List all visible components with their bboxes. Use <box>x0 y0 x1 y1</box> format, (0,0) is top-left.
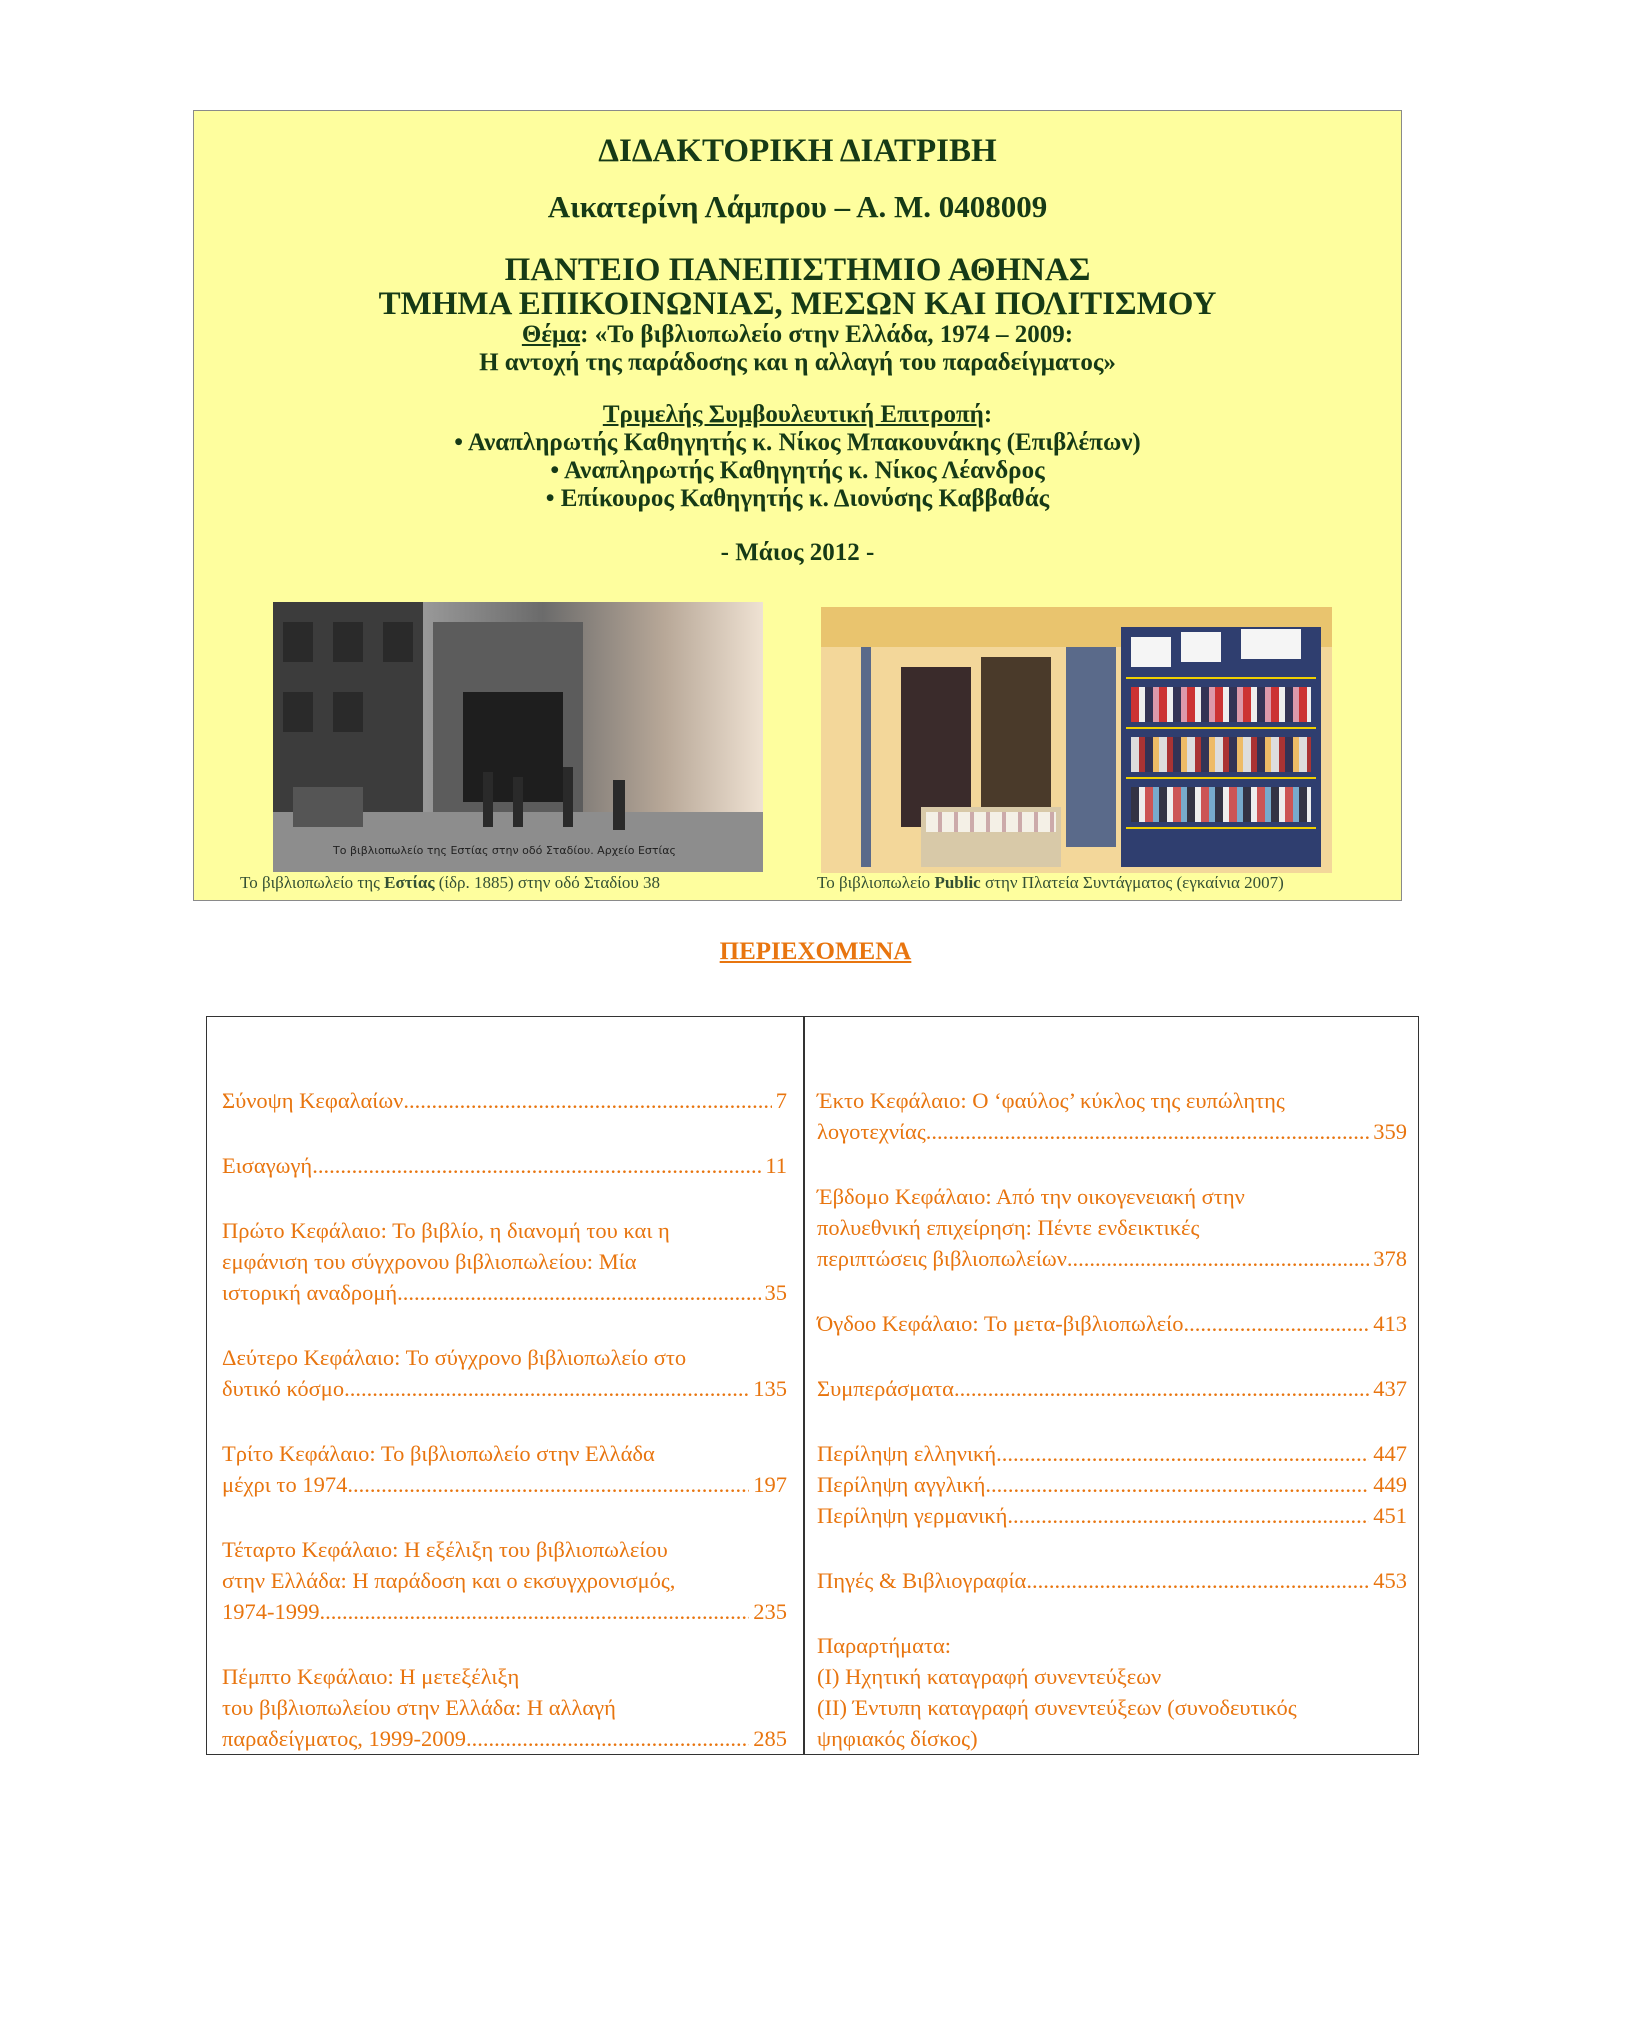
toc-leader-dots <box>397 1277 760 1308</box>
toc-divider <box>803 1017 805 1754</box>
toc-entry[interactable] <box>817 1469 1407 1500</box>
university-name: ΠΑΝΤΕΙΟ ΠΑΝΕΠΙΣΤΗΜΙΟ ΑΘΗΝΑΣ <box>504 252 1091 288</box>
thesis-date: - Μάιος 2012 - <box>720 539 875 566</box>
toc-entry-row <box>222 1373 787 1404</box>
toc-page-number: 413 <box>1373 1311 1407 1336</box>
toc-entry-row <box>222 1596 787 1627</box>
toc-entry[interactable] <box>817 1085 1407 1147</box>
toc-entry-title: 1974-1999 <box>222 1599 320 1624</box>
estia-caption-pre: Το βιβλιοπωλείο της <box>240 873 385 892</box>
toc-page-number: 197 <box>753 1472 787 1497</box>
toc-entry-row <box>817 1565 1407 1596</box>
toc-entry-title: παραδείγματος, 1999-2009 <box>222 1726 467 1751</box>
estia-caption-post: (ίδρ. 1885) στην οδό Σταδίου 38 <box>434 873 661 892</box>
toc-entry-line: Τέταρτο Κεφάλαιο: Η εξέλιξη του βιβλιοπωλείου <box>222 1537 668 1562</box>
toc-entry[interactable] <box>222 1085 787 1116</box>
toc-entry-line: Έκτο Κεφάλαιο: Ο ‘φαύλος’ κύκλος της ευπώλητης <box>817 1088 1285 1113</box>
toc-leader-dots <box>403 1085 771 1116</box>
estia-bookshop-photo <box>273 602 763 872</box>
toc-entry[interactable] <box>817 1438 1407 1469</box>
topic-line-2: Η αντοχή της παράδοσης και η αλλαγή του παραδείγματος» <box>479 349 1116 376</box>
toc-entry[interactable] <box>222 1150 787 1181</box>
toc-entry-title: Εισαγωγή <box>222 1153 313 1178</box>
public-caption-pre: Το βιβλιοπωλείο <box>817 873 935 892</box>
appendix-block <box>817 1630 1407 1754</box>
topic-line-1 <box>194 321 1401 349</box>
toc-leader-dots <box>344 1373 749 1404</box>
toc-entry[interactable] <box>222 1215 787 1308</box>
toc-entry-title: Περίληψη γερμανική <box>817 1503 1008 1528</box>
photo-inner-caption: Το βιβλιοπωλείο της Εστίας στην οδό Σταδίου. Αρχείο Εστίας <box>333 844 676 857</box>
toc-leader-dots <box>347 1469 749 1500</box>
appendix-item-2: (ΙΙ) Έντυπη καταγραφή συνεντεύξεων (συνοδευτικός <box>817 1695 1297 1720</box>
public-caption-name: Public <box>934 873 981 892</box>
appendix-item-3: ψηφιακός δίσκος) <box>817 1726 978 1751</box>
toc-entry-row <box>817 1438 1407 1469</box>
toc-leader-dots <box>985 1469 1369 1500</box>
thesis-title: ΔΙΔΑΚΤΟΡΙΚΗ ΔΙΑΤΡΙΒΗ <box>598 133 997 169</box>
public-caption <box>817 873 1284 893</box>
toc-leader-dots <box>1007 1500 1369 1531</box>
toc-entry-row <box>817 1500 1407 1531</box>
toc-entry[interactable] <box>222 1534 787 1627</box>
toc-page-number: 285 <box>753 1726 787 1751</box>
appendix-label: Παραρτήματα: <box>817 1633 952 1658</box>
toc-entry-title: λογοτεχνίας <box>817 1119 926 1144</box>
toc-entry-row <box>817 1373 1407 1404</box>
toc-leader-dots <box>954 1373 1369 1404</box>
toc-entry-line: του βιβλιοπωλείου στην Ελλάδα: Η αλλαγή <box>222 1695 616 1720</box>
toc-page-number: 453 <box>1373 1568 1407 1593</box>
toc-leader-dots <box>312 1150 761 1181</box>
cover-panel <box>193 110 1402 901</box>
toc-entry-row <box>222 1085 787 1116</box>
toc-left-column <box>222 1085 787 1754</box>
toc-page-number: 447 <box>1373 1441 1407 1466</box>
toc-leader-dots <box>926 1116 1369 1147</box>
committee-label: Τριμελής Συμβουλευτική Επιτροπή <box>602 401 984 428</box>
toc-entry-line: Δεύτερο Κεφάλαιο: Το σύγχρονο βιβλιοπωλείο στο <box>222 1345 687 1370</box>
toc-entry[interactable] <box>222 1661 787 1754</box>
toc-entry[interactable] <box>222 1342 787 1404</box>
department-name: ΤΜΗΜΑ ΕΠΙΚΟΙΝΩΝΙΑΣ, ΜΕΣΩΝ ΚΑΙ ΠΟΛΙΤΙΣΜΟΥ <box>378 286 1217 322</box>
toc-entry[interactable] <box>817 1181 1407 1274</box>
toc-page-number: 235 <box>753 1599 787 1624</box>
toc-entry-title: Σύνοψη Κεφαλαίων <box>222 1088 404 1113</box>
toc-page-number: 449 <box>1373 1472 1407 1497</box>
toc-entry-title: δυτικό κόσμο <box>222 1376 345 1401</box>
toc-entry-title: Περίληψη ελληνική <box>817 1441 997 1466</box>
topic-text-1: : «Το βιβλιοπωλείο στην Ελλάδα, 1974 – 2009: <box>580 321 1074 348</box>
toc-entry-row <box>817 1469 1407 1500</box>
toc-page-number: 437 <box>1373 1376 1407 1401</box>
toc-entry-title: μέχρι το 1974 <box>222 1472 348 1497</box>
toc-entry[interactable] <box>817 1308 1407 1339</box>
toc-page-number: 135 <box>753 1376 787 1401</box>
toc-entry-line: Πρώτο Κεφάλαιο: Το βιβλίο, η διανομή του και η <box>222 1218 670 1243</box>
toc-entry-row <box>222 1469 787 1500</box>
toc-entry-title: Περίληψη αγγλική <box>817 1472 986 1497</box>
toc-entry-title: Πηγές & Βιβλιογραφία <box>817 1568 1027 1593</box>
toc-leader-dots <box>1026 1565 1369 1596</box>
committee-heading <box>194 401 1401 429</box>
toc-entry-row <box>817 1308 1407 1339</box>
toc-page-number: 7 <box>775 1088 787 1113</box>
toc-entry-row <box>817 1116 1407 1147</box>
toc-page-number: 35 <box>764 1280 787 1305</box>
toc-page-number: 359 <box>1373 1119 1407 1144</box>
public-caption-post: στην Πλατεία Συντάγματος (εγκαίνια 2007) <box>980 873 1284 892</box>
toc-leader-dots <box>1067 1243 1369 1274</box>
estia-caption-name: Εστίας <box>384 873 435 892</box>
toc-entry[interactable] <box>817 1500 1407 1531</box>
committee-member-3: • Επίκουρος Καθηγητής κ. Διονύσης Καββαθάς <box>545 485 1050 512</box>
toc-entry-line: στην Ελλάδα: Η παράδοση και ο εκσυγχρονισμός, <box>222 1568 676 1593</box>
toc-entry-line: Τρίτο Κεφάλαιο: Το βιβλιοπωλείο στην Ελλάδα <box>222 1441 655 1466</box>
toc-right-column <box>817 1085 1407 1754</box>
committee-member-2: • Αναπληρωτής Καθηγητής κ. Νίκος Λέανδρος <box>550 457 1045 484</box>
toc-entry-row <box>222 1723 787 1754</box>
toc-title: ΠΕΡΙΕΧΟΜΕΝΑ <box>719 938 912 965</box>
toc-entry-title: Συμπεράσματα <box>817 1376 954 1401</box>
toc-leader-dots <box>466 1723 749 1754</box>
toc-leader-dots <box>320 1596 750 1627</box>
toc-entry-row <box>817 1243 1407 1274</box>
toc-entry-title: Όγδοο Κεφάλαιο: Το μετα-βιβλιοπωλείο <box>817 1311 1184 1336</box>
toc-entry-line: Πέμπτο Κεφάλαιο: Η μετεξέλιξη <box>222 1664 520 1689</box>
toc-page-number: 451 <box>1373 1503 1407 1528</box>
appendix-item-1: (Ι) Ηχητική καταγραφή συνεντεύξεων <box>817 1664 1162 1689</box>
toc-entry-line: Έβδομο Κεφάλαιο: Από την οικογενειακή στην <box>817 1184 1245 1209</box>
toc-entry[interactable] <box>817 1373 1407 1404</box>
author-line: Αικατερίνη Λάμπρου – Α. Μ. 0408009 <box>547 189 1048 224</box>
toc-entry-title: περιπτώσεις βιβλιοπωλείων <box>817 1246 1067 1271</box>
topic-label: Θέμα <box>521 321 581 348</box>
toc-leader-dots <box>1183 1308 1369 1339</box>
toc-entry-line: πολυεθνική επιχείρηση: Πέντε ενδεικτικές <box>817 1215 1200 1240</box>
toc-entry-row <box>222 1150 787 1181</box>
toc-leader-dots <box>996 1438 1369 1469</box>
toc-page-number: 11 <box>765 1153 787 1178</box>
public-bookshop-photo <box>821 607 1332 873</box>
toc-entry-row <box>222 1277 787 1308</box>
estia-caption <box>240 873 660 893</box>
toc-entry-title: ιστορική αναδρομή <box>222 1280 398 1305</box>
toc-page-number: 378 <box>1373 1246 1407 1271</box>
toc-entry-line: εμφάνιση του σύγχρονου βιβλιοπωλείου: Μία <box>222 1249 637 1274</box>
committee-member-1: • Αναπληρωτής Καθηγητής κ. Νίκος Μπακουνάκης (Επιβλέπων) <box>454 429 1141 456</box>
toc-table <box>206 1016 1419 1755</box>
committee-colon: : <box>983 401 993 428</box>
toc-entry[interactable] <box>817 1565 1407 1596</box>
toc-entry[interactable] <box>222 1438 787 1500</box>
